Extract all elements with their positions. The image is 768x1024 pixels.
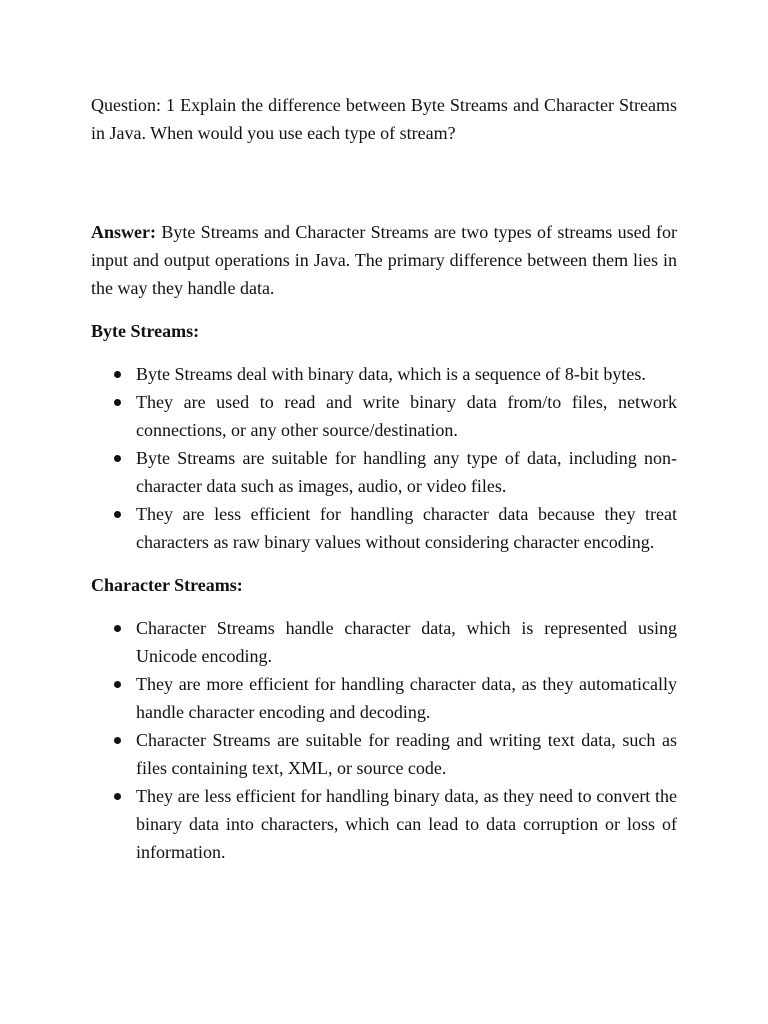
bullet-icon <box>114 793 121 800</box>
answer-paragraph <box>91 218 677 302</box>
bullet-icon <box>114 737 121 744</box>
list-item <box>91 444 677 500</box>
list-item-text: They are less efficient for handling binary data, as they need to convert the binary data into characters, which can lead to data corruption or loss of information. <box>136 786 677 862</box>
list-item-text: Character Streams handle character data, which is represented using Unicode encoding. <box>136 618 677 666</box>
question-text: Question: 1 Explain the difference between Byte Streams and Character Streams in Java. When would you use each type of stream? <box>91 95 677 143</box>
bullet-list-character-streams <box>91 614 677 866</box>
list-item-text: They are more efficient for handling character data, as they automatically handle character encoding and decoding. <box>136 674 677 722</box>
section-heading-byte-streams: Byte Streams: <box>91 321 200 341</box>
bullet-icon <box>114 399 121 406</box>
list-item <box>91 670 677 726</box>
list-item-text: They are less efficient for handling character data because they treat characters as raw binary values without considering character encoding. <box>136 504 677 552</box>
list-item <box>91 360 677 388</box>
answer-text: Byte Streams and Character Streams are two types of streams used for input and output operations in Java. The primary difference between them lies in the way they handle data. <box>91 222 677 298</box>
list-item-text: Character Streams are suitable for reading and writing text data, such as files containing text, XML, or source code. <box>136 730 677 778</box>
list-item-text: Byte Streams are suitable for handling any type of data, including non-character data such as images, audio, or video files. <box>136 448 677 496</box>
list-item <box>91 500 677 556</box>
bullet-list-byte-streams <box>91 360 677 556</box>
list-item <box>91 782 677 866</box>
bullet-icon <box>114 371 121 378</box>
section-heading-character-streams: Character Streams: <box>91 575 243 595</box>
document-page <box>91 91 677 866</box>
list-item-text: Byte Streams deal with binary data, which is a sequence of 8-bit bytes. <box>136 364 646 384</box>
list-item <box>91 388 677 444</box>
list-item <box>91 726 677 782</box>
list-item <box>91 614 677 670</box>
bullet-icon <box>114 455 121 462</box>
bullet-icon <box>114 625 121 632</box>
answer-label: Answer: <box>91 222 156 242</box>
bullet-icon <box>114 511 121 518</box>
bullet-icon <box>114 681 121 688</box>
list-item-text: They are used to read and write binary data from/to files, network connections, or any other source/destination. <box>136 392 677 440</box>
